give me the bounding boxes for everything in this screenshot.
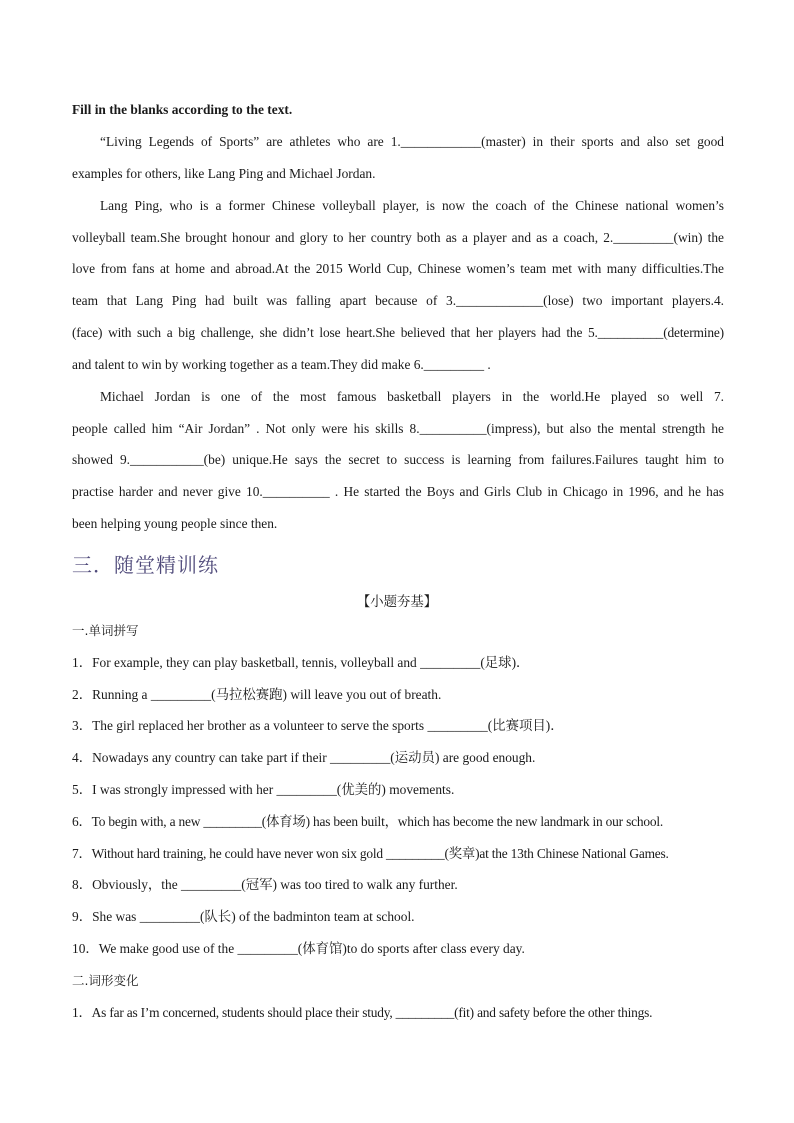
passage-line: and talent to win by working together as a team.They did make 6._________ .	[72, 357, 491, 372]
passage-line: been helping young people since then.	[72, 516, 278, 531]
passage-line: Lang Ping, who is a former Chinese volleyball player, is now the coach of the Chinese national women’s	[100, 198, 724, 213]
part1-heading: 一.单词拼写	[72, 623, 139, 638]
subsection-title: 【小题夯基】	[356, 595, 438, 610]
section-heading: 三．随堂精训练	[72, 553, 219, 577]
passage-line: examples for others, like Lang Ping and Michael Jordan.	[72, 166, 376, 181]
list-item: 1．For example, they can play basketball, tennis, volleyball and _________(足球)．	[72, 655, 530, 670]
passage-line: love from fans at home and abroad.At the 2015 World Cup, Chinese women’s team met with many difficulties.The	[72, 261, 724, 276]
passage-line: practise harder and never give 10.__________ . He started the Boys and Girls Club in Chicago in 1996, and he has	[72, 484, 724, 499]
list-item: 3．The girl replaced her brother as a volunteer to serve the sports _________(比赛项目)．	[72, 718, 564, 733]
passage-line: “Living Legends of Sports” are athletes who are 1.____________(master) in their sports and also set good	[100, 134, 724, 149]
passage-line: team that Lang Ping had built was falling apart because of 3._____________(lose) two important players.4.	[72, 293, 724, 308]
passage-line: showed 9.___________(be) unique.He says the secret to success is learning from failures.Failures taught him to	[72, 452, 724, 467]
passage-line: (face) with such a big challenge, she didn’t lose heart.She believed that her players had the 5.__________(determine)	[72, 325, 724, 340]
list-item: 9．She was _________(队长) of the badminton team at school.	[72, 909, 415, 924]
list-item: 6．To begin with, a new _________(体育场) has been built，which has become the new landmark in our school.	[72, 814, 663, 829]
part2-heading: 二.词形变化	[72, 973, 139, 988]
list-item: 10．We make good use of the _________(体育馆)to do sports after class every day.	[72, 941, 525, 956]
list-item: 4．Nowadays any country can take part if their _________(运动员) are good enough.	[72, 750, 536, 765]
list-item: 5．I was strongly impressed with her _________(优美的) movements.	[72, 782, 455, 797]
instruction: Fill in the blanks according to the text.	[72, 102, 293, 117]
list-item: 1．As far as I’m concerned, students should place their study, _________(fit) and safety before the other things.	[72, 1005, 653, 1020]
list-item: 2．Running a _________(马拉松赛跑) will leave you out of breath.	[72, 687, 442, 702]
passage-line: volleyball team.She brought honour and glory to her country both as a player and as a coach, 2._________(win) the	[72, 230, 724, 245]
passage-line: Michael Jordan is one of the most famous basketball players in the world.He played so well 7.	[100, 389, 724, 404]
passage-line: people called him “Air Jordan” . Not only were his skills 8.__________(impress), but also the mental strength he	[72, 421, 724, 436]
list-item: 8．Obviously，the _________(冠军) was too tired to walk any further.	[72, 877, 458, 892]
list-item: 7．Without hard training, he could have never won six gold _________(奖章)at the 13th Chinese National Games.	[72, 846, 669, 861]
